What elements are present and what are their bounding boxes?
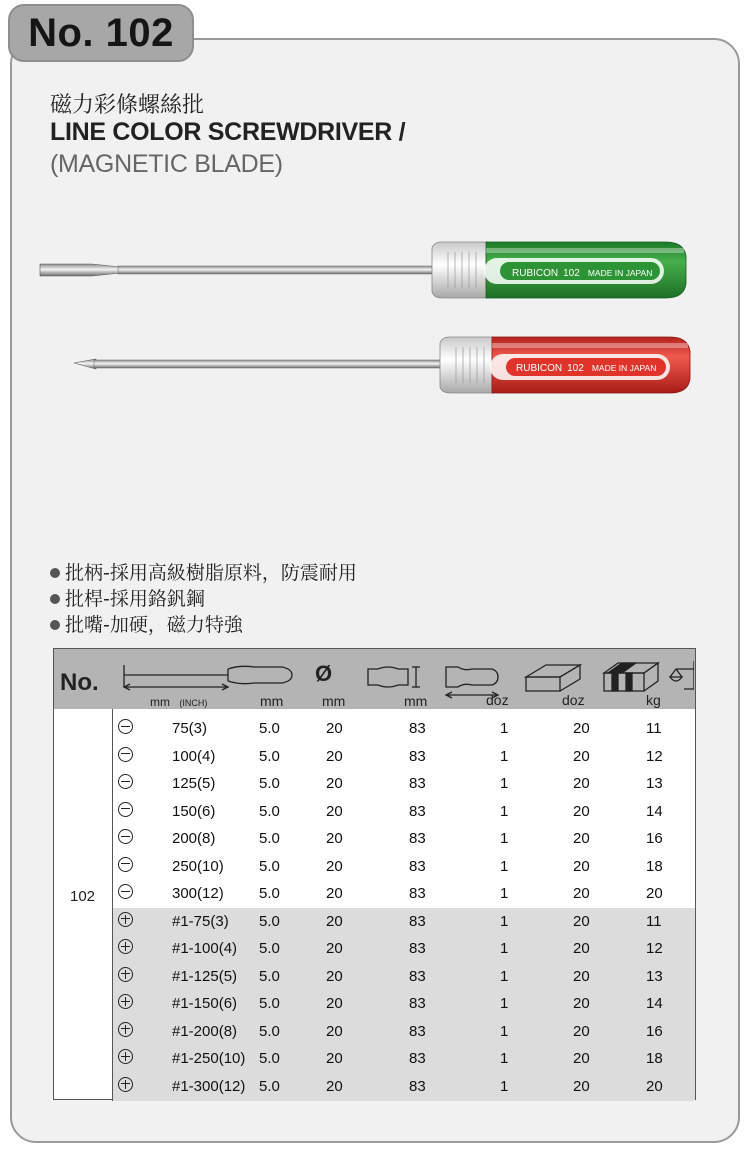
inner-box-icon	[526, 665, 580, 691]
phillips-tip-icon	[118, 1022, 133, 1037]
size-cell: #1-125(5)	[172, 967, 238, 985]
diameter-cell: 5.0	[259, 967, 280, 985]
diameter-cell: 5.0	[259, 940, 280, 957]
handle-cell: 83	[409, 802, 426, 820]
header-inner-unit: doz	[486, 692, 509, 708]
weight-cell: 12	[646, 747, 663, 765]
diameter-cell: 5.0	[259, 885, 280, 902]
handle-cell: 83	[409, 912, 426, 930]
size-cell: #1-300(12)	[172, 1077, 246, 1095]
diameter-symbol: Ø	[315, 661, 333, 686]
weight-cell: 14	[646, 995, 663, 1012]
inner-pack-cell: 1	[500, 1022, 509, 1040]
model-number-cell: 102	[70, 888, 96, 905]
screwdrivers-illustration	[0, 0, 750, 540]
handle-cell: 83	[409, 775, 426, 792]
inner-pack-cell: 1	[500, 1050, 509, 1067]
phillips-tip-icon	[118, 1049, 133, 1064]
handle-cell: 83	[409, 720, 426, 737]
slotted-tip-icon	[118, 802, 133, 817]
handle-cell: 83	[409, 967, 426, 985]
tip-cell: 20	[326, 1050, 343, 1067]
header-weight-unit: kg	[646, 692, 661, 708]
bullet-icon	[50, 620, 60, 630]
size-cell: #1-75(3)	[172, 912, 229, 930]
slotted-tip-icon	[118, 884, 133, 899]
feature-list	[50, 560, 357, 638]
slotted-screwdriver	[40, 242, 686, 298]
tip-cell: 20	[326, 747, 343, 765]
diameter-cell: 5.0	[259, 1022, 280, 1040]
carton-cell: 20	[573, 775, 590, 792]
table-row	[113, 935, 693, 962]
table-row	[113, 1045, 693, 1072]
tip-cell: 20	[326, 912, 343, 930]
table-row	[113, 853, 693, 880]
tip-cell: 20	[326, 995, 343, 1012]
tip-cell: 20	[326, 967, 343, 985]
inner-pack-cell: 1	[500, 1077, 509, 1095]
inner-pack-cell: 1	[500, 720, 509, 737]
table-row	[113, 1018, 693, 1045]
handle-cell: 83	[409, 830, 426, 847]
phillips-tip-icon	[118, 967, 133, 982]
carton-cell: 20	[573, 830, 590, 847]
inner-pack-cell: 1	[500, 967, 509, 985]
tip-cell: 20	[326, 775, 343, 792]
table-row	[113, 770, 693, 797]
weight-scale-icon	[670, 661, 694, 689]
table-row	[113, 963, 693, 990]
bullet-icon	[50, 594, 60, 604]
table-row	[113, 743, 693, 770]
weight-cell: 11	[646, 912, 662, 930]
handle-cell: 83	[409, 1050, 426, 1067]
weight-cell: 16	[646, 830, 663, 847]
carton-cell: 20	[573, 802, 590, 820]
carton-cell: 20	[573, 940, 590, 957]
title-chinese: 磁力彩條螺絲批	[50, 93, 205, 118]
header-handle-unit: mm	[404, 693, 428, 709]
inner-pack-cell: 1	[500, 802, 509, 820]
header-carton-unit: doz	[562, 692, 585, 708]
inner-pack-cell: 1	[500, 830, 509, 847]
handle-cell: 83	[409, 747, 426, 765]
inner-pack-cell: 1	[500, 940, 509, 957]
handle-cell: 83	[409, 995, 426, 1012]
tip-cell: 20	[326, 1077, 343, 1095]
table-row	[113, 990, 693, 1017]
carton-cell: 20	[573, 995, 590, 1012]
size-cell: 300(12)	[172, 885, 224, 902]
slotted-tip-icon	[118, 829, 133, 844]
diameter-cell: 5.0	[259, 912, 280, 930]
table-row	[113, 798, 693, 825]
model-badge: No. 102	[8, 4, 194, 62]
tip-cell: 20	[326, 720, 343, 737]
size-cell: #1-150(6)	[172, 995, 238, 1012]
slotted-tip-icon	[118, 747, 133, 762]
size-cell: 100(4)	[172, 747, 216, 765]
size-cell: #1-200(8)	[172, 1022, 238, 1040]
inner-pack-cell: 1	[500, 995, 509, 1012]
diameter-cell: 5.0	[259, 995, 280, 1012]
carton-cell: 20	[573, 720, 590, 737]
table-row	[113, 908, 693, 935]
handle-cell: 83	[409, 1077, 426, 1095]
size-cell: 250(10)	[172, 857, 224, 875]
diameter-cell: 5.0	[259, 857, 280, 875]
diameter-cell: 5.0	[259, 1077, 280, 1095]
inner-pack-cell: 1	[500, 857, 509, 875]
header-no: No.	[60, 669, 99, 696]
handle-cell: 83	[409, 857, 426, 875]
weight-cell: 11	[646, 720, 662, 737]
weight-cell: 12	[646, 940, 663, 957]
weight-cell: 18	[646, 857, 663, 875]
table-row	[113, 715, 693, 742]
carton-cell: 20	[573, 967, 590, 985]
tip-cell: 20	[326, 1022, 343, 1040]
weight-cell: 20	[646, 1077, 663, 1095]
diameter-cell: 5.0	[259, 720, 280, 737]
carton-cell: 20	[573, 857, 590, 875]
inner-pack-cell: 1	[500, 885, 509, 902]
tip-cell: 20	[326, 802, 343, 820]
diameter-cell: 5.0	[259, 775, 280, 792]
size-cell: 200(8)	[172, 830, 216, 847]
phillips-tip-icon	[118, 912, 133, 927]
carton-cell: 20	[573, 1077, 590, 1095]
size-cell: #1-100(4)	[172, 940, 238, 957]
carton-cell: 20	[573, 1050, 590, 1067]
carton-icon	[604, 663, 658, 691]
carton-cell: 20	[573, 885, 590, 902]
size-cell: 150(6)	[172, 802, 216, 820]
inner-pack-cell: 1	[500, 775, 509, 792]
diameter-cell: 5.0	[259, 1050, 280, 1067]
tip-width-icon	[368, 667, 420, 687]
red-handle-text: RUBICON 102 MADE IN JAPAN	[516, 363, 657, 374]
title-english: LINE COLOR SCREWDRIVER /	[50, 118, 406, 146]
slotted-tip-icon	[118, 774, 133, 789]
table-header	[54, 649, 695, 709]
weight-cell: 13	[646, 775, 663, 792]
green-handle-text: RUBICON 102 MADE IN JAPAN	[512, 268, 653, 279]
slotted-tip-icon	[118, 857, 133, 872]
diameter-cell: 5.0	[259, 747, 280, 765]
length-icon	[124, 665, 292, 690]
feature-item: 批柄-採用高級樹脂原料，防震耐用	[50, 560, 357, 586]
weight-cell: 18	[646, 1050, 663, 1067]
bullet-icon	[50, 568, 60, 578]
feature-item: 批桿-採用鉻釩鋼	[50, 586, 357, 612]
handle-cell: 83	[409, 1022, 426, 1040]
size-cell: #1-250(10)	[172, 1050, 246, 1067]
size-cell: 75(3)	[172, 720, 208, 737]
header-size-unit: mm (INCH)	[150, 695, 208, 709]
feature-item: 批嘴-加硬，磁力特強	[50, 612, 357, 638]
weight-cell: 13	[646, 967, 663, 985]
phillips-screwdriver	[74, 337, 690, 393]
diameter-cell: 5.0	[259, 830, 280, 847]
table-row	[113, 825, 693, 852]
carton-cell: 20	[573, 912, 590, 930]
inner-pack-cell: 1	[500, 747, 509, 765]
phillips-tip-icon	[118, 994, 133, 1009]
header-diameter-unit: mm	[260, 693, 284, 709]
tip-cell: 20	[326, 885, 343, 902]
tip-cell: 20	[326, 830, 343, 847]
header-tip-unit: mm	[322, 693, 346, 709]
tip-cell: 20	[326, 857, 343, 875]
phillips-tip-icon	[118, 1077, 133, 1092]
tip-cell: 20	[326, 940, 343, 957]
size-cell: 125(5)	[172, 775, 216, 792]
slotted-tip-icon	[118, 719, 133, 734]
weight-cell: 20	[646, 885, 663, 902]
handle-cell: 83	[409, 940, 426, 957]
diameter-cell: 5.0	[259, 802, 280, 820]
subtitle-english: (MAGNETIC BLADE)	[50, 150, 283, 178]
inner-pack-cell: 1	[500, 912, 509, 930]
table-row	[113, 1073, 693, 1100]
table-row	[113, 880, 693, 907]
carton-cell: 20	[573, 747, 590, 765]
spec-table	[53, 648, 696, 1100]
weight-cell: 14	[646, 802, 663, 820]
weight-cell: 16	[646, 1022, 663, 1040]
phillips-tip-icon	[118, 939, 133, 954]
handle-cell: 83	[409, 885, 426, 902]
carton-cell: 20	[573, 1022, 590, 1040]
